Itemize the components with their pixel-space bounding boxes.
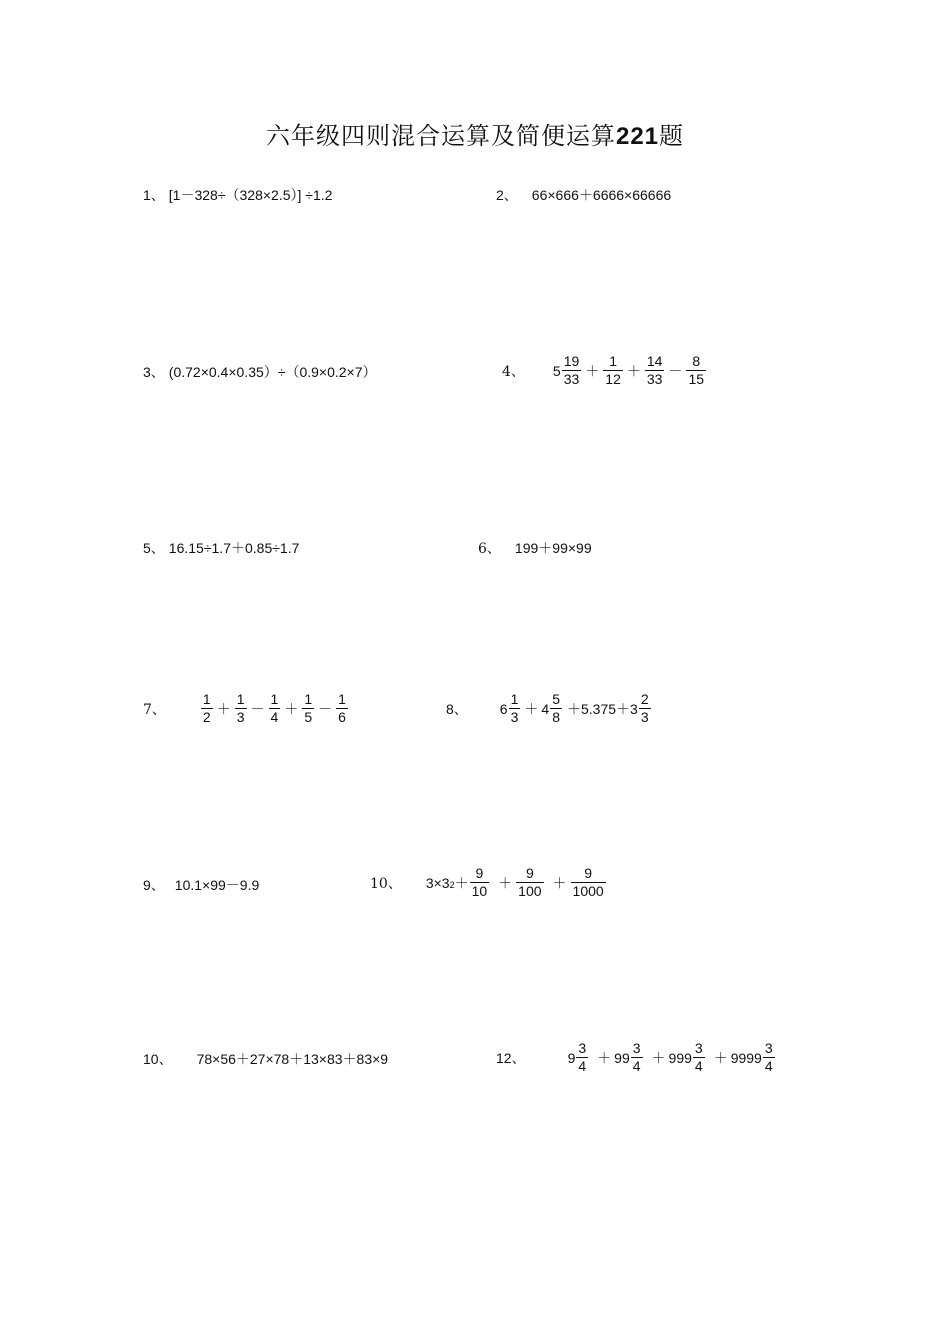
fraction: $\frac{5}{8}$ [552,691,560,725]
fraction: $\frac{9}{100}$ [518,865,542,899]
problem-6: 6、 199＋99×99 [478,540,592,557]
fraction: $\frac{8}{15}$ [688,353,705,387]
problem-1: 1、 [1－328÷（328×2.5）] ÷1.2 [143,187,333,203]
problem-10b: 10、 78×56＋27×78＋13×83＋83×9 [143,1051,389,1067]
fraction: $\frac{1}{6}$ [338,691,346,725]
problem-5: 5、 16.15÷1.7＋0.85÷1.7 [143,540,300,556]
problem-7: 7、 $\frac{1}{2}$ ＋ $\frac{1}{3}$ － $\frac{1}{4}$ ＋ $\frac{1}{5}$ － $\frac{1}{6}$ [143,691,346,725]
problem-12: 12、 9 $\frac{3}{4}$ ＋ 99 $\frac{3}{4}$ ＋ 999 $\frac{3}{4}$ ＋ 9999 $\frac{3}{4}$ [496,1040,773,1074]
fraction: $\frac{1}{12}$ [605,353,621,387]
problem-2: 2、 66×666＋6666×66666 [496,187,672,203]
fraction: $\frac{14}{33}$ [646,353,663,387]
fraction: $\frac{1}{5}$ [304,691,313,725]
problem-10a: 10、 3×3 2 ＋ $\frac{9}{10}$ ＋ $\frac{9}{100}$ ＋ $\frac{9}{1000}$ [370,865,604,899]
problem-9: 9、 10.1×99－9.9 [143,877,260,893]
problem-3: 3、 (0.72×0.4×0.35）÷（0.9×0.2×7） [143,364,377,380]
problem-4: 4、 5 $\frac{19}{33}$ ＋ $\frac{1}{12}$ ＋ $\frac{14}{33}$ － $\frac{8}{15}$ [502,353,705,387]
fraction: $\frac{3}{4}$ [578,1040,587,1074]
fraction: $\frac{2}{3}$ [640,691,649,725]
fraction: $\frac{9}{10}$ [471,865,488,899]
fraction: $\frac{9}{1000}$ [572,865,604,899]
problem-8: 8、 6 $\frac{1}{3}$ ＋ 4 $\frac{5}{8}$ ＋5.375＋3 $\frac{2}{3}$ [446,691,649,725]
fraction: $\frac{3}{4}$ [632,1040,641,1074]
fraction: $\frac{19}{33}$ [563,353,580,387]
fraction: $\frac{1}{3}$ [236,691,245,725]
fraction: $\frac{1}{2}$ [202,691,211,725]
fraction: $\frac{1}{3}$ [510,691,519,725]
fraction: $\frac{1}{4}$ [270,691,279,725]
fraction: $\frac{3}{4}$ [764,1040,773,1074]
page-title: 六年级四则混合运算及简便运算221题 [265,122,685,150]
fraction: $\frac{3}{4}$ [694,1040,703,1074]
